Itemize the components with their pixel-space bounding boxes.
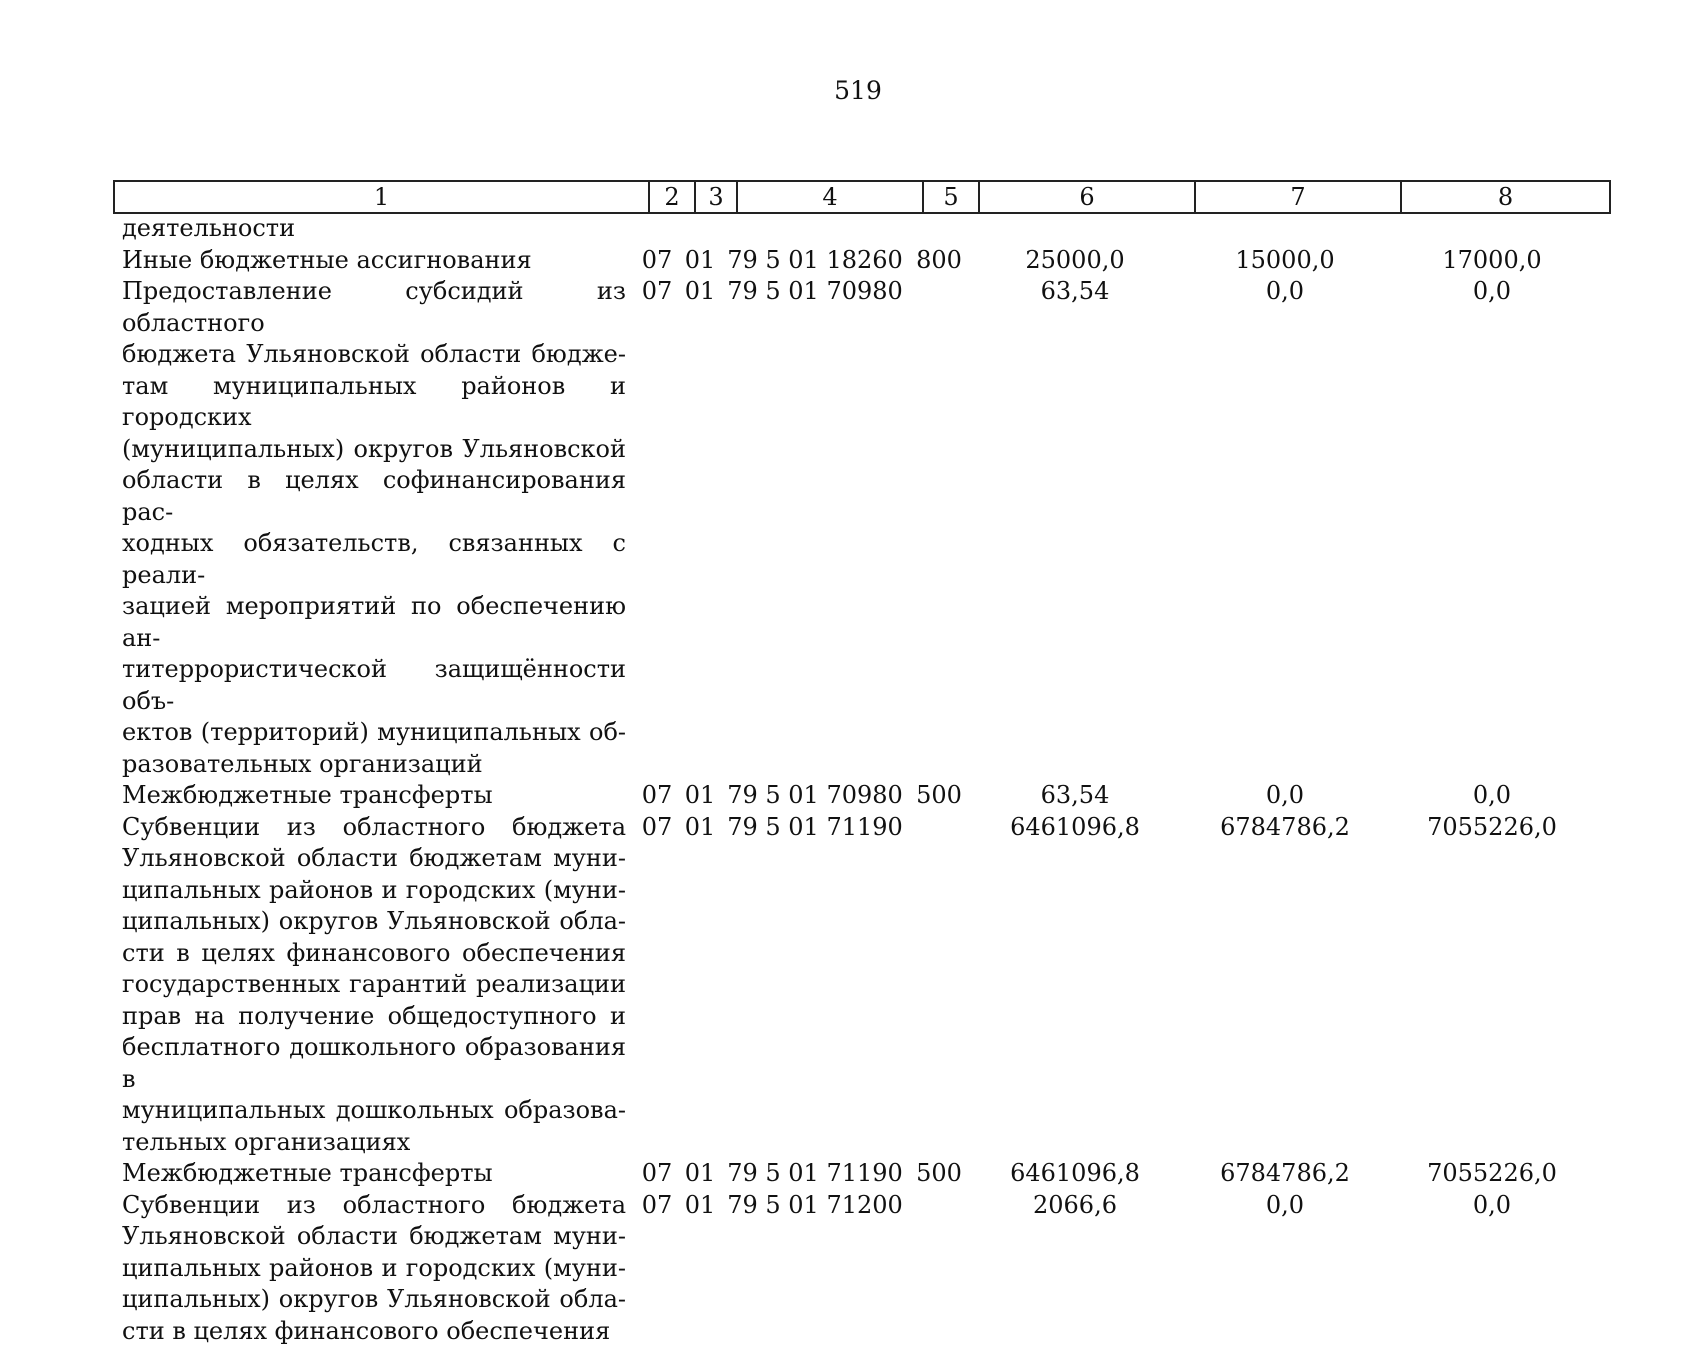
cell-c2 (634, 213, 680, 245)
cell-c3 (680, 213, 720, 245)
description-line: бюджета Ульяновской области бюдже- (122, 339, 626, 371)
header-col-4: 4 (737, 181, 923, 213)
description-line: ципальных) округов Ульяновской обла- (122, 906, 626, 938)
page-number: 519 (0, 76, 1696, 105)
cell-c7 (1182, 213, 1388, 245)
cell-c6: 63,54 (968, 780, 1182, 812)
cell-c2: 07 (634, 276, 680, 780)
cell-c5 (910, 812, 968, 1159)
table-row (122, 213, 1602, 245)
cell-c4: 79 5 01 70980 (720, 276, 910, 780)
description-line: зацией мероприятий по обеспечению ан- (122, 591, 626, 654)
cell-c7: 6784786,2 (1182, 812, 1388, 1159)
description-line: разовательных организаций (122, 749, 626, 781)
cell-c4 (720, 213, 910, 245)
cell-c5: 500 (910, 1158, 968, 1190)
cell-c6: 63,54 (968, 276, 1182, 780)
cell-c5: 800 (910, 245, 968, 277)
description-line: ципальных районов и городских (муни- (122, 1253, 626, 1285)
table-row (122, 245, 1602, 277)
row-description (122, 1190, 634, 1347)
cell-c7: 6784786,2 (1182, 1158, 1388, 1190)
description-line: (муниципальных) округов Ульяновской (122, 434, 626, 466)
description-line: бесплатного дошкольного образования в (122, 1032, 626, 1095)
cell-c3: 01 (680, 276, 720, 780)
table-body (122, 213, 1602, 1347)
header-col-3: 3 (695, 181, 737, 213)
description-line: Ульяновской области бюджетам муни- (122, 1221, 626, 1253)
cell-c4: 79 5 01 71190 (720, 1158, 910, 1190)
header-col-6: 6 (979, 181, 1195, 213)
cell-c5 (910, 1190, 968, 1347)
header-col-1: 1 (114, 181, 649, 213)
cell-c4: 79 5 01 18260 (720, 245, 910, 277)
cell-c3: 01 (680, 780, 720, 812)
header-col-8: 8 (1401, 181, 1610, 213)
row-description (122, 812, 634, 1159)
cell-c8: 0,0 (1388, 276, 1596, 780)
cell-c4: 79 5 01 70980 (720, 780, 910, 812)
cell-c6: 2066,6 (968, 1190, 1182, 1347)
cell-c5 (910, 276, 968, 780)
cell-c5 (910, 213, 968, 245)
description-line: ходных обязательств, связанных с реали- (122, 528, 626, 591)
cell-c8: 7055226,0 (1388, 1158, 1596, 1190)
description-line: Субвенции из областного бюджета (122, 1190, 626, 1222)
row-description (122, 276, 634, 780)
description-line: там муниципальных районов и городских (122, 371, 626, 434)
description-line: прав на получение общедоступного и (122, 1001, 626, 1033)
description-line: Межбюджетные трансферты (122, 780, 626, 812)
description-line: Межбюджетные трансферты (122, 1158, 626, 1190)
table-header (113, 180, 1611, 214)
cell-c3: 01 (680, 245, 720, 277)
description-line: Предоставление субсидий из областного (122, 276, 626, 339)
description-line: ципальных районов и городских (муни- (122, 875, 626, 907)
description-line: титеррористической защищённости объ- (122, 654, 626, 717)
row-description (122, 1158, 634, 1190)
cell-c4: 79 5 01 71190 (720, 812, 910, 1159)
header-col-5: 5 (923, 181, 979, 213)
table-row (122, 1190, 1602, 1347)
cell-c8: 0,0 (1388, 1190, 1596, 1347)
description-line: сти в целях финансового обеспечения (122, 938, 626, 970)
cell-c4: 79 5 01 71200 (720, 1190, 910, 1347)
cell-c6: 6461096,8 (968, 1158, 1182, 1190)
description-line: ципальных) округов Ульяновской обла- (122, 1284, 626, 1316)
description-line: области в целях софинансирования рас- (122, 465, 626, 528)
cell-c7: 0,0 (1182, 1190, 1388, 1347)
cell-c2: 07 (634, 245, 680, 277)
cell-c6 (968, 213, 1182, 245)
cell-c3: 01 (680, 1158, 720, 1190)
cell-c8: 0,0 (1388, 780, 1596, 812)
description-line: Ульяновской области бюджетам муни- (122, 843, 626, 875)
cell-c8: 17000,0 (1388, 245, 1596, 277)
cell-c6: 6461096,8 (968, 812, 1182, 1159)
row-description (122, 213, 634, 245)
cell-c7: 15000,0 (1182, 245, 1388, 277)
cell-c2: 07 (634, 1158, 680, 1190)
cell-c5: 500 (910, 780, 968, 812)
description-line: государственных гарантий реализации (122, 969, 626, 1001)
row-description (122, 245, 634, 277)
table-row (122, 780, 1602, 812)
description-line: Иные бюджетные ассигнования (122, 245, 626, 277)
cell-c2: 07 (634, 1190, 680, 1347)
table-row (122, 1158, 1602, 1190)
cell-c2: 07 (634, 812, 680, 1159)
cell-c2: 07 (634, 780, 680, 812)
table-row (122, 812, 1602, 1159)
description-line: Субвенции из областного бюджета (122, 812, 626, 844)
description-line: деятельности (122, 213, 626, 245)
description-line: тельных организациях (122, 1127, 626, 1159)
cell-c8 (1388, 213, 1596, 245)
cell-c8: 7055226,0 (1388, 812, 1596, 1159)
table-row (122, 276, 1602, 780)
row-description (122, 780, 634, 812)
cell-c7: 0,0 (1182, 780, 1388, 812)
cell-c6: 25000,0 (968, 245, 1182, 277)
cell-c7: 0,0 (1182, 276, 1388, 780)
cell-c3: 01 (680, 1190, 720, 1347)
header-col-7: 7 (1195, 181, 1401, 213)
description-line: ектов (территорий) муниципальных об- (122, 717, 626, 749)
cell-c3: 01 (680, 812, 720, 1159)
description-line: сти в целях финансового обеспечения (122, 1316, 626, 1347)
header-col-2: 2 (649, 181, 695, 213)
description-line: муниципальных дошкольных образова- (122, 1095, 626, 1127)
